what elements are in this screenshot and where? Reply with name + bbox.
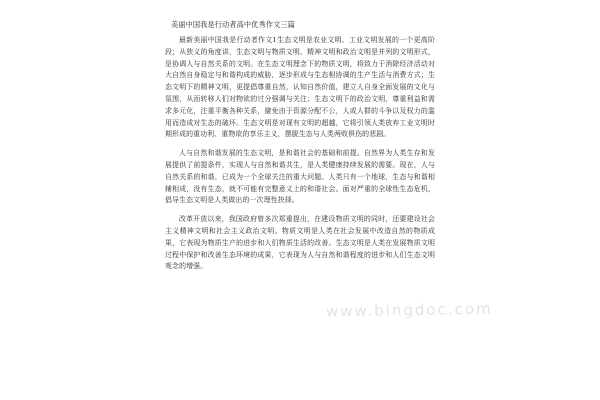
document-page <box>165 20 435 280</box>
paragraph-2: 人与自然和谐发展的生态文明，是和谐社会的基础和前提。自然界为人类生存和发展提供了前提条件，实现人与自然和谐共生，是人类健康持续发展的需要。现在，人与自然关系的和谐，已成为一个全球关注的重大问题。人类只有一个地球，生态与和谐相辅相成，没有生态，就不可能有完整意义上的和谐社会。面对严重的全球性生态危机，倡导生态文明是人类做出的一次理性抉择。 <box>165 149 435 205</box>
document-title: 美丽中国我是行动者高中优秀作文三篇 <box>171 20 295 29</box>
paragraph-1: 最新美丽中国我是行动者作文1生态文明是农业文明、工业文明发展的一个更高阶段；从狭义的角度讲，生态文明与物质文明、精神文明和政治文明是并列的文明形式，是协调人与自然关系的文明。在生态文明理念下的物质文明，将致力于消除经济活动对大自然自身稳定与和谐构成的威胁，逐步形成与生态相协调的生产生活与消费方式；生态文明下的精神文明，更提倡尊重自然，认知自然价值，建立人自身全面发展的文化与氛围，从而转移人们对物欲的过分强调与关注；生态文明下的政治文明，尊重利益和需求多元化，注重平衡各种关系，避免由于资源分配不公，人或人群的斗争以及权力的滥用而造成对生态的破坏。生态文明是对现有文明的超越，它将引领人类放弃工业文明时期形成的重功利、重物欲的享乐主义，摆脱生态与人类两败俱伤的悲剧。 <box>165 36 435 139</box>
paragraph-3: 改革开放以来，我国政府曾多次郑重提出，在建设物质文明的同时，还要建设社会主义精神文明和社会主义政治文明。物质文明是人类在社会发展中改造自然的物质成果，它表现为物质生产的进步和人们物质生活的改善。生态文明是人类在发展物质文明过程中保护和改善生态环境的成果，它表现为人与自然和谐程度的进步和人们生态文明观念的增强。 <box>165 215 435 271</box>
watermark: www.bingdoc.com <box>325 299 493 321</box>
